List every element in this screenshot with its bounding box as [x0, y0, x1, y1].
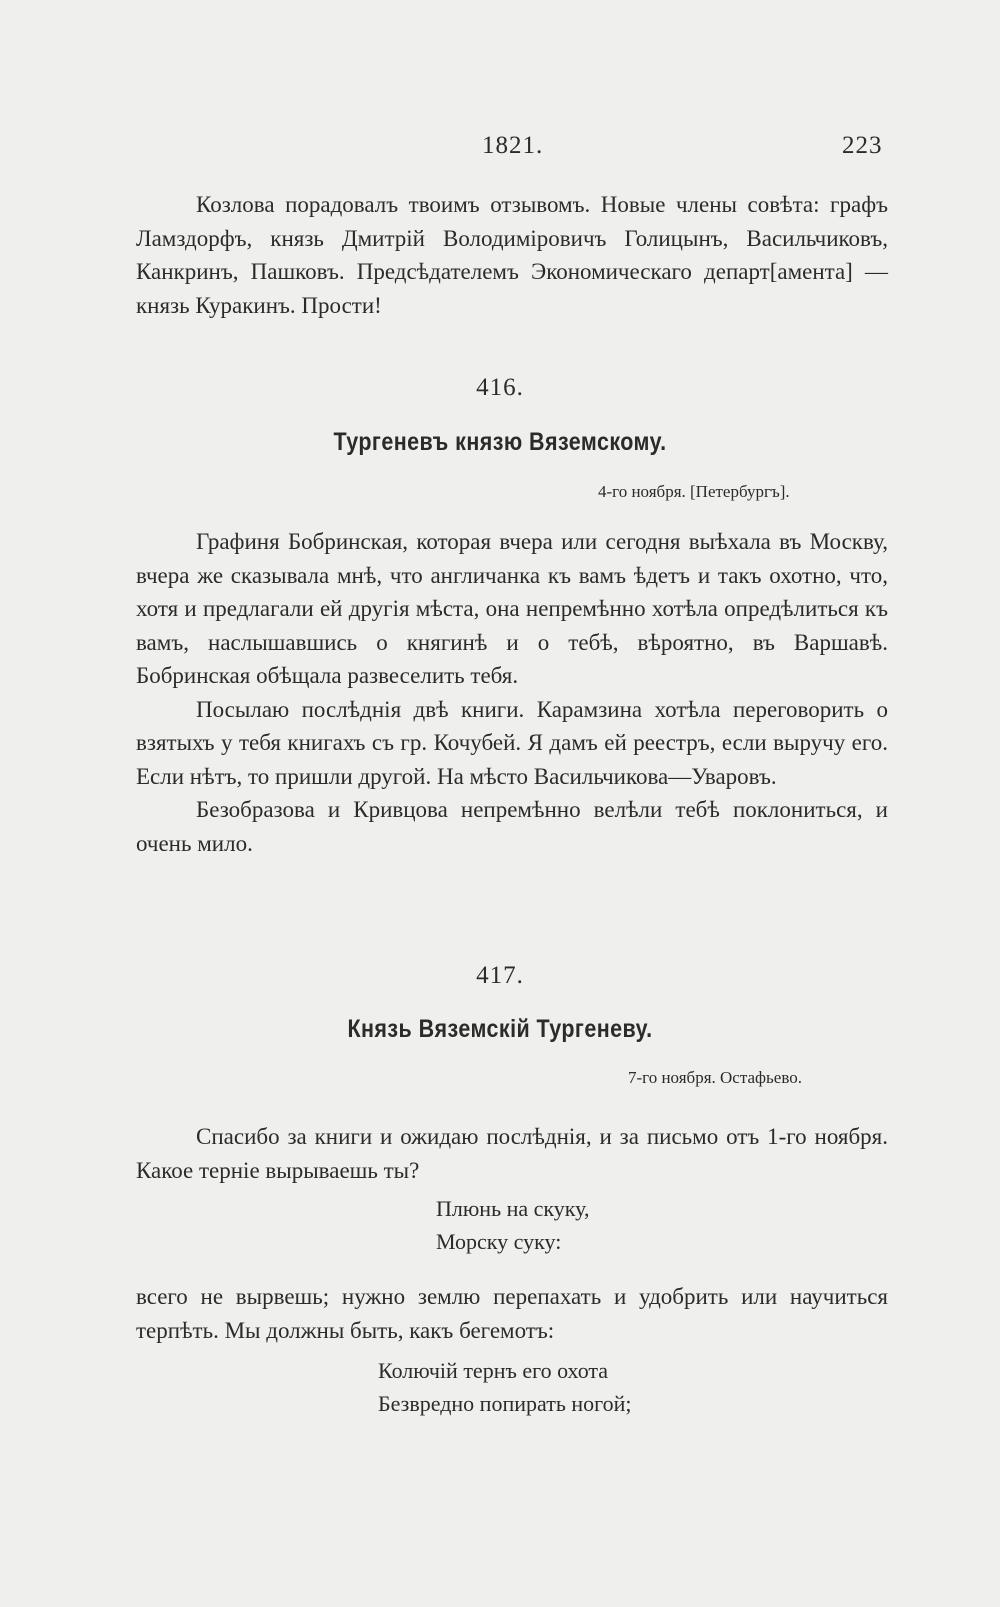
verse-line: Безвредно попирать ногой;	[378, 1391, 632, 1416]
verse-couplet-2	[378, 1354, 631, 1420]
letter-417-date: 7-го ноября. Остафьево.	[628, 1068, 803, 1087]
verse-line: Морску суку:	[436, 1229, 562, 1254]
verse-line: Плюнь на скуку,	[436, 1196, 590, 1221]
letter-417-title: Князь Вяземскій Тургеневу.	[347, 1015, 653, 1043]
running-year: 1821.	[482, 132, 544, 159]
letter-416-title: Тургеневъ князю Вяземскому.	[333, 428, 667, 456]
letter-416-number: 416.	[476, 374, 524, 401]
continuation-text	[136, 188, 888, 322]
page-header	[0, 132, 1000, 172]
continuation-paragraph: Козлова порадовалъ твоимъ отзывомъ. Новые члены совѣта: графъ Ламздорфъ, князь Дмитрій Володиміровичъ Голицынъ, Васильчиковъ, Канкринъ, Пашковъ. Предсѣдателемъ Экономическаго департ[амента] — князь Куракинъ. Прости!	[136, 192, 888, 318]
letter-416-paragraph: Посылаю послѣднія двѣ книги. Карамзина хотѣла переговорить о взятыхъ у тебя книгахъ съ гр. Кочубей. Я дамъ ей реестръ, если выручу его. Если нѣтъ, то пришли другой. На мѣсто Васильчикова—Уваровъ.	[136, 696, 888, 789]
letter-417-continuation	[136, 1280, 888, 1347]
letter-417-paragraph: всего не вырвешь; нужно землю перепахать и удобрить или научиться терпѣть. Мы должны быть, какъ бегемотъ:	[136, 1284, 888, 1343]
verse-line: Колючій тернъ его охота	[378, 1358, 609, 1383]
letter-417-paragraph: Спасибо за книги и ожидаю послѣднія, и за письмо отъ 1-го ноября. Какое терніе вырываешь ты?	[136, 1124, 888, 1183]
letter-416-body	[136, 525, 888, 860]
page-number: 223	[842, 132, 883, 159]
letter-416-paragraph: Графиня Бобринская, которая вчера или сегодня выѣхала въ Москву, вчера же сказывала мнѣ, что англичанка къ вамъ ѣдетъ и такъ охотно, что, хотя и предлагали ей другія мѣста, она непремѣнно хотѣла опредѣлиться къ вамъ, наслышавшись о княгинѣ и о тебѣ, вѣроятно, въ Варшавѣ. Бобринская обѣщала развеселить тебя.	[136, 529, 888, 688]
letter-416-date: 4-го ноября. [Петербургъ].	[598, 482, 790, 501]
letter-417-opening	[136, 1120, 888, 1187]
letter-417-number: 417.	[476, 962, 524, 989]
letter-416-paragraph: Безобразова и Кривцова непремѣнно велѣли тебѣ поклониться, и очень мило.	[136, 797, 888, 856]
verse-couplet-1	[436, 1192, 589, 1258]
